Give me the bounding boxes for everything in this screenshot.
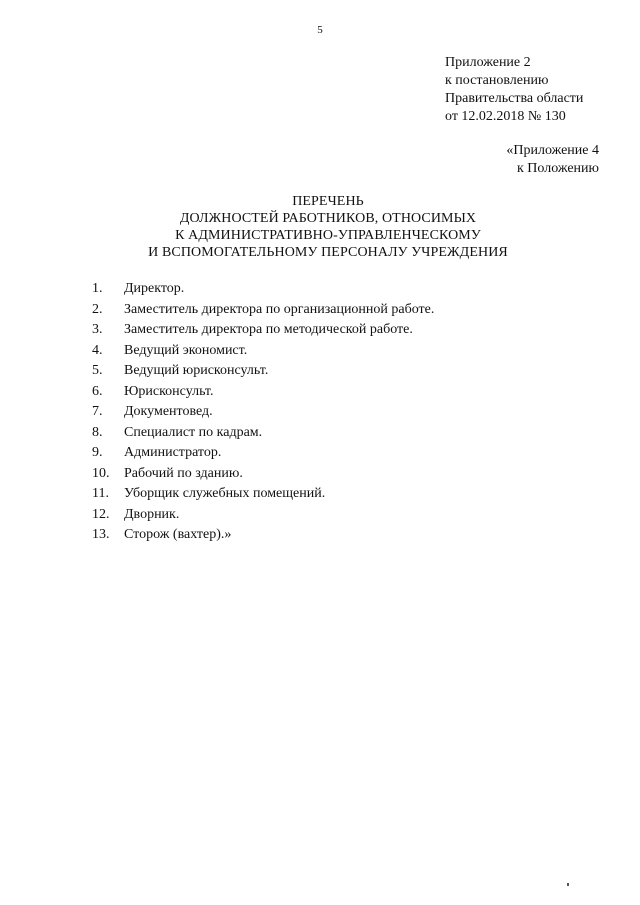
list-item-number: 8. <box>92 424 103 440</box>
list-item-text: Ведущий экономист. <box>124 342 248 358</box>
list-item-number: 10. <box>92 465 110 481</box>
list-item <box>92 525 434 546</box>
list-item-text: Специалист по кадрам. <box>124 424 263 440</box>
list-item-text: Администратор. <box>124 445 222 460</box>
list-item <box>92 382 434 403</box>
title-line: ПЕРЕЧЕНЬ <box>292 194 364 209</box>
list-item-text: Сторож (вахтер).» <box>124 527 232 542</box>
list-item <box>92 402 434 423</box>
list-item-number: 11. <box>92 486 109 501</box>
positions-list <box>92 279 434 546</box>
annex-quote-block <box>506 142 599 178</box>
list-item-number: 9. <box>92 445 103 460</box>
title-line: К АДМИНИСТРАТИВНО-УПРАВЛЕНЧЕСКОМУ <box>175 228 481 243</box>
list-item-number: 1. <box>92 281 103 296</box>
annex-block <box>445 54 583 126</box>
annex-line: от 12.02.2018 № 130 <box>445 109 566 124</box>
page-number: 5 <box>317 24 323 36</box>
list-item-number: 3. <box>92 322 103 337</box>
list-item <box>92 423 434 444</box>
list-item <box>92 361 434 382</box>
list-item-number: 5. <box>92 363 103 378</box>
list-item-text: Уборщик служебных помещений. <box>124 486 326 501</box>
list-item <box>92 443 434 464</box>
list-item-text: Заместитель директора по организационной работе. <box>124 301 435 317</box>
list-item-text: Документовед. <box>124 404 213 419</box>
list-item-number: 4. <box>92 342 103 358</box>
annex-line: Правительства области <box>445 91 584 106</box>
title-line: И ВСПОМОГАТЕЛЬНОМУ ПЕРСОНАЛУ УЧРЕЖДЕНИЯ <box>148 245 508 260</box>
list-item-text: Заместитель директора по методической работе. <box>124 322 413 337</box>
list-item-number: 7. <box>92 404 103 419</box>
list-item <box>92 464 434 485</box>
list-item-number: 12. <box>92 506 110 522</box>
annex-quote-line: «Приложение 4 <box>506 143 599 158</box>
list-item <box>92 505 434 526</box>
title-line: ДОЛЖНОСТЕЙ РАБОТНИКОВ, ОТНОСИМЫХ <box>179 211 477 226</box>
list-item-text: Директор. <box>124 281 185 296</box>
annex-line: к постановлению <box>445 73 549 88</box>
list-item <box>92 341 434 362</box>
list-item-text: Ведущий юрисконсульт. <box>124 363 269 378</box>
annex-quote-line: к Положению <box>516 161 599 176</box>
list-item <box>92 320 434 341</box>
list-item <box>92 279 434 300</box>
document-title <box>0 193 640 261</box>
list-item-text: Рабочий по зданию. <box>124 465 243 481</box>
list-item-number: 13. <box>92 527 110 542</box>
list-item <box>92 484 434 505</box>
list-item-number: 2. <box>92 301 103 317</box>
scan-artifact <box>567 883 569 886</box>
list-item-number: 6. <box>92 383 103 399</box>
list-item-text: Юрисконсульт. <box>124 383 214 399</box>
annex-line: Приложение 2 <box>445 55 531 70</box>
list-item <box>92 300 434 321</box>
list-item-text: Дворник. <box>124 506 180 522</box>
